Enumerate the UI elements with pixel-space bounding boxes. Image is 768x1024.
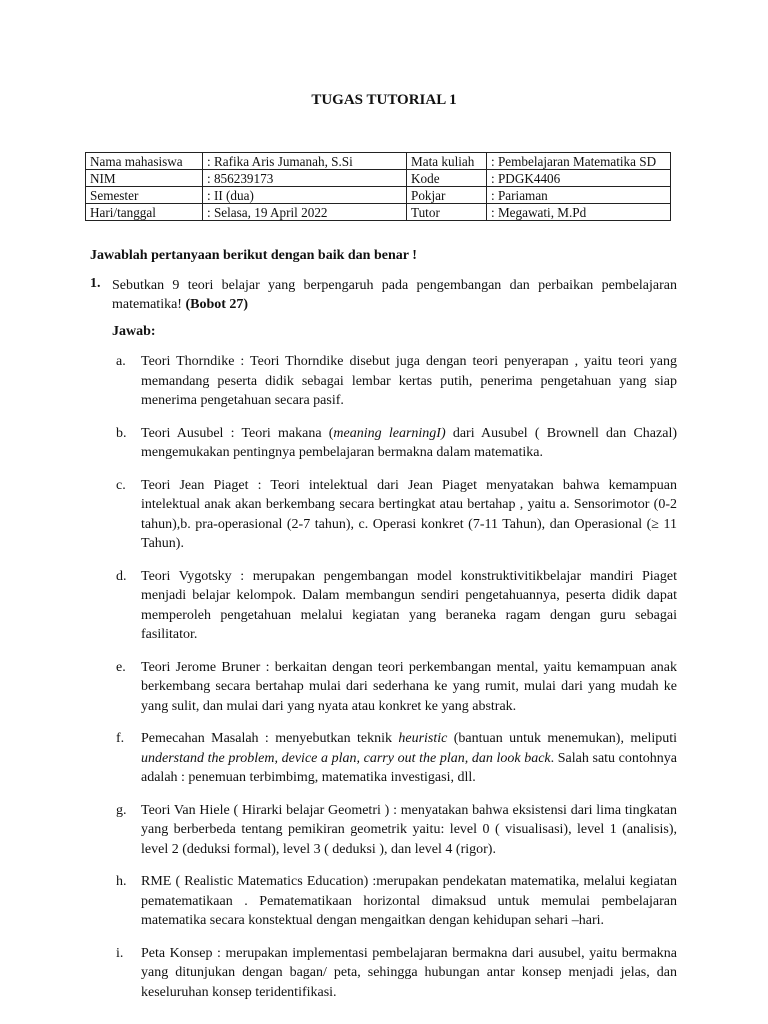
question-body: Sebutkan 9 teori belajar yang berpengaruh pada pengembangan dan perbaikan pembelajaran matematika! — [112, 278, 677, 312]
info-label: Tutor — [407, 204, 487, 221]
info-label: Nama mahasiswa — [86, 153, 203, 170]
answer-letter: d. — [116, 568, 127, 584]
answer-letter: e. — [116, 659, 126, 675]
answer-text: Teori Jean Piaget : Teori intelektual dari Jean Piaget menyatakan bahwa kemampuan intelektual anak akan berkembang secara bertingkat atau bertahap , yaitu a. Sensorimotor (0-2 tahun),b. pra-operasional (2-7 tahun), c. Operasi konkret (7-11 Tahun), dan Operasional (≥ 11 Tahun). — [141, 477, 677, 551]
question-number: 1. — [90, 276, 101, 291]
answer-letter: i. — [116, 945, 124, 961]
answer-item — [112, 872, 677, 931]
info-label: Mata kuliah — [407, 153, 487, 170]
info-label: Pokjar — [407, 187, 487, 204]
instruction-text: Jawablah pertanyaan berikut dengan baik dan benar ! — [90, 248, 417, 263]
answer-text: Teori Vygotsky : merupakan pengembangan model konstruktivitikbelajar mandiri Piaget menjadi belajar kelompok. Dalam membangun sendiri pengetahuannya, peserta didik dapat memperoleh pengetahuan melalui kegiatan yang beraneka ragam dengan guru sebagai fasilitator. — [141, 568, 677, 642]
answer-text: Teori Van Hiele ( Hirarki belajar Geometri ) : menyatakan bahwa eksistensi dari lima tingkatan yang berberbeda tentang pemikiran geometrik yaitu: level 0 ( visualisasi), level 1 (analisis), level 2 (deduksi formal), level 3 ( deduksi ), dan level 4 (rigor). — [141, 802, 677, 857]
answer-text: RME ( Realistic Matematics Education) :merupakan pendekatan matematika, melalui kegiatan pematematikaan . Pematematikaan horizontal dimaksud untuk memulai pembelajaran matematika secara konstektual dengan mengaitkan dengan kehidupan sehari –hari. — [141, 874, 677, 928]
answer-text: Teori Ausubel : Teori makana ( — [141, 425, 334, 441]
answer-item — [112, 658, 677, 717]
answer-letter: f. — [116, 731, 125, 746]
answer-text: Peta Konsep : merupakan implementasi pembelajaran bermakna dari ausubel, yaitu bermakna yang ditunjukan dengan bagan/ peta, sehingga hubungan antar konsep menjadi jelas, dan keseluruhan konsep teridentifikasi. — [141, 945, 677, 1000]
answer-text: Teori Thorndike : Teori Thorndike disebut juga dengan teori penyerapan , yaitu teori yang memandang peserta didik sebagai lembar kertas putih, penerima pengetahuan yang siap menerima pengetahuan secara pasif. — [141, 354, 677, 408]
info-value: : PDGK4406 — [487, 170, 671, 187]
answer-item — [112, 729, 677, 788]
answer-item — [112, 944, 677, 1003]
info-value: : Megawati, M.Pd — [487, 204, 671, 221]
info-value: : Selasa, 19 April 2022 — [203, 204, 407, 221]
info-label: Semester — [86, 187, 203, 204]
info-value: : II (dua) — [203, 187, 407, 204]
answer-text: dari Ausubel ( Brownell dan Chazal) mengemukakan pentingnya pembelajaran bermakna dalam matematika. — [141, 425, 677, 460]
answer-label: Jawab: — [112, 324, 156, 339]
info-value: : Rafika Aris Jumanah, S.Si — [203, 153, 407, 170]
answer-italic-text: meaning learningI) — [333, 425, 446, 441]
answer-item — [112, 352, 677, 411]
answer-italic-text: understand the problem, device a plan, carry out the plan, dan look back — [141, 750, 551, 766]
info-row — [86, 153, 671, 170]
document-title: TUGAS TUTORIAL 1 — [311, 92, 457, 108]
info-value: : 856239173 — [203, 170, 407, 187]
answer-italic-text: heuristic — [398, 731, 448, 746]
info-label: Hari/tanggal — [86, 204, 203, 221]
info-label: NIM — [86, 170, 203, 187]
answer-item — [112, 476, 677, 554]
answer-text: Pemecahan Masalah : menyebutkan teknik — [141, 731, 399, 746]
answer-letter: h. — [116, 874, 127, 889]
question-weight: (Bobot 27) — [185, 297, 249, 312]
info-label: Kode — [407, 170, 487, 187]
info-row — [86, 204, 671, 221]
answer-item — [112, 801, 677, 860]
info-row — [86, 170, 671, 187]
answer-letter: g. — [116, 802, 127, 818]
info-value: : Pariaman — [487, 187, 671, 204]
answer-letter: c. — [116, 477, 126, 493]
answer-text: . Salah satu contohnya adalah : penemuan terbimbimg, matematika investigasi, dll. — [141, 750, 677, 785]
info-value: : Pembelajaran Matematika SD — [487, 153, 671, 170]
info-row — [86, 187, 671, 204]
student-info-table — [85, 152, 671, 221]
answer-list — [112, 352, 677, 1015]
answer-item — [112, 424, 677, 463]
answer-letter: a. — [116, 354, 126, 369]
question-text — [112, 276, 677, 314]
answer-letter: b. — [116, 425, 127, 441]
answer-item — [112, 567, 677, 645]
answer-text: Teori Jerome Bruner : berkaitan dengan teori perkembangan mental, yaitu kemampuan anak berkembang secara bertahap mulai dari sederhana ke yang rumit, mulai dari yang mudah ke yang sulit, dan mulai dari yang nyata atau konkret ke yang abstrak. — [141, 659, 677, 714]
answer-text: (bantuan untuk menemukan), meliputi — [447, 731, 677, 746]
